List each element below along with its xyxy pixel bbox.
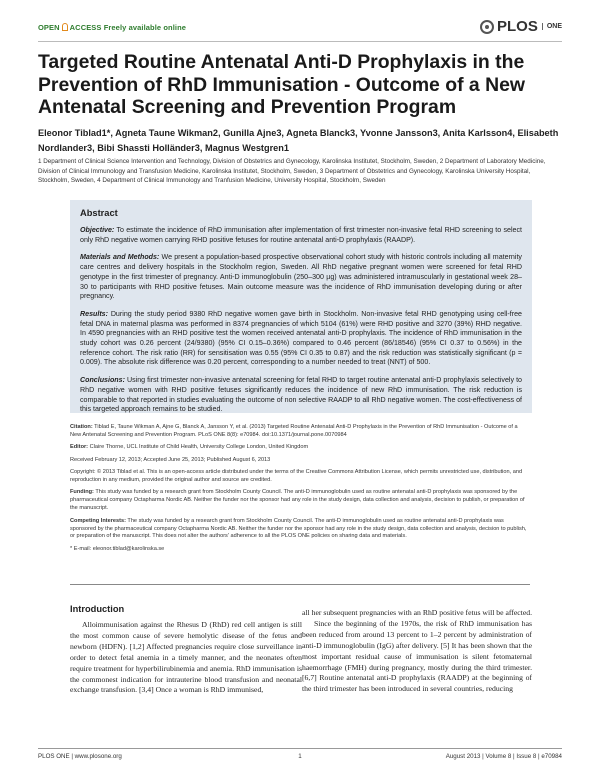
- plos-wordmark: PLOS: [496, 18, 538, 35]
- editor: Editor: Claire Thorne, UCL Institute of Child Health, University College London, United Kingdom: [70, 444, 309, 451]
- open-access-badge[interactable]: [38, 23, 186, 32]
- abstract-box: [70, 200, 532, 413]
- competing-interests: Competing Interests: The study was funded by a research grant from Stockholm County Council. The anti-D immunoglobulin used as routine antenatal anti-D prophylaxis was sponsored by the pharmaceutical company Octapharma Nordic AB. Neither the funder nor the sponsor had any role in the study design, data collection and analysis, decision to publish, or preparation of the manuscript. This does not alter the authors' adherence to all the PLOS ONE policies on sharing data and materials.: [70, 517, 527, 540]
- abstract-conclusions: Conclusions: Using first trimester non-invasive antenatal screening for fetal RHD to target routine antenatal anti-D prophylaxis selectively to RhD negative women with RHD positive fetuses significantly reduces the incidence of new RhD immunisation. The risk reduction is comparable to that reported in studies evaluating the outcome of non selective RAADP to all RhD negative women. The cost-effectiveness of this targeted approach remains to be studied.: [80, 376, 522, 414]
- footer-journal[interactable]: PLOS ONE | www.plosone.org: [38, 753, 122, 760]
- funding: Funding: This study was funded by a research grant from Stockholm County Council. The anti-D immunoglobulin used as routine antenatal anti-D prophylaxis was sponsored by the pharmaceutical company Octapharma Nordic AB. Neither the funder nor the sponsor had any role in the study design, data collection and analysis, decision to publish, or preparation of the manuscript.: [70, 489, 525, 512]
- intro-paragraph-3: Since the beginning of the 1970s, the risk of RhD immunisation has been reduced from around 13 percent to 1–2 percent by administration of anti-D immunoglobulin (IgG) after delivery. [5] It has been shown that the most important residual cause of immunisation is silent fetomaternal haemorrhage (FMH) during pregnancy, mostly during the third trimester. [6,7] Routine antenatal anti-D prophylaxis (RAADP) at the beginning of the third trimester has been introduced in several countries, reducing: [302, 618, 532, 694]
- open-label: OPEN: [38, 23, 60, 32]
- access-label: ACCESS: [69, 23, 102, 32]
- metadata-divider: [70, 584, 530, 585]
- author-list: Eleonor Tiblad1*, Agneta Taune Wikman2, Gunilla Ajne3, Agneta Blanck3, Yvonne Jansson3, Anita Karlsson4, Elisabeth Nordlander3, Bibi Shassti Holländer3, Magnus Westgren1: [38, 128, 559, 153]
- intro-paragraph-1: Alloimmunisation against the Rhesus D (RhD) red cell antigen is still the most common cause of severe hemolytic disease of the fetus and newborn (HDFN). [1,2] Affected pregnancies require close surveillance in order to detect fetal anemia in a timely manner, and the neonates often require treatment for hyperbilirubinemia and anemia. RhD immunisation is the commonest indication for intrauterine blood transfusion and neonatal exchange transfusion. [3,4] Once a woman is RhD immunised,: [70, 620, 302, 695]
- email[interactable]: * E-mail: eleonor.tiblad@karolinska.se: [70, 545, 165, 552]
- left-column: [70, 620, 302, 696]
- article-title: Targeted Routine Antenatal Anti-D Prophylaxis in the Prevention of RhD Immunisation - Outcome of a New Antenatal Screening and Prevention Program: [38, 51, 525, 118]
- affiliations: 1 Department of Clinical Science Intervention and Technology, Division of Obstetrics and Gynecology, Karolinska Institutet, Stockholm, Sweden, 2 Department of Laboratory Medicine, Division of Clinical Immunology and Transfusion Medicine, Karolinska Institutet, Stockholm, Sweden, 3 Department of Obstetrics and Gynecology, Karolinska University Hospital, Stockholm, Sweden, 4 Department of Clinical Immunology and Tranfusion Medicine, University Hospital, Stockholm, Sweden: [38, 158, 546, 185]
- dates: Received February 12, 2013; Accepted June 25, 2013; Published August 6, 2013: [70, 456, 271, 463]
- intro-paragraph-2: all her subsequent pregnancies with an RhD positive fetus will be affected.: [302, 608, 532, 617]
- citation: Citation: Tiblad E, Taune Wikman A, Ajne G, Blanck A, Jansson Y, et al. (2013) Targeted Routine Antenatal Anti-D Prophylaxis in the Prevention of RhD Immunisation - Outcome of a New Antenatal Screening and Prevention Program. PLoS ONE 8(8): e70984. doi:10.1371/journal.pone.0070984: [70, 424, 518, 438]
- abstract-results: Results: During the study period 9380 RhD negative women gave birth in Stockholm. Non-invasive fetal RHD genotyping using cell-free fetal DNA in maternal plasma was performed in 8374 pregnancies of which 5104 (61%) were RHD positive and 3270 (39%) RHD negative. In 4590 pregnancies with an RHD positive test the women received antenatal anti-D prophylaxis. The incidence of RhD immunisation in the study cohort was 0.26 percent (24/9380) (95% CI 0.15–0.36%) compared to 0.46 percent (86/18546) (95% CI 0.37 to 0.56%) in the reference cohort. The risk ratio (RR) for sensitisation was 0.55 (95% CI 0.35 to 0.87) and the risk reduction was statistically significant (p = 0.009). The absolute risk difference was 0.20 percent, corresponding to a number needed to treat (NNT) of 500.: [80, 309, 522, 367]
- abstract-methods: Materials and Methods: We present a population-based prospective observational cohort study with historic controls including all maternity care centres and delivery hospitals in the Stockholm region, Sweden. All RhD negative pregnant women were screened for fetal RHD genotype in the first trimester of pregnancy. Anti-D immunoglobulin (250–300 µg) was administered intramuscularly in gestational week 28–30 to participants with RHD positive fetuses. Main outcome measure was the incidence of RhD immunisation developing during or after pregnancy.: [80, 253, 522, 301]
- right-column: [302, 608, 532, 695]
- page-number: 1: [298, 753, 302, 760]
- footer-issue: August 2013 | Volume 8 | Issue 8 | e70984: [445, 753, 562, 760]
- freely-available-label: Freely available online: [103, 23, 187, 32]
- abstract-objective: Objective: To estimate the incidence of RhD immunisation after implementation of first trimester non-invasive fetal RHD screening to select only RhD negative women carrying RHD positive fetuses for routine antenatal anti-D prophylaxis (RAADP).: [80, 226, 523, 244]
- header-divider: [38, 41, 562, 42]
- plos-one-logo[interactable]: [480, 18, 562, 35]
- plos-logo-icon: [480, 20, 494, 34]
- one-wordmark: ONE: [542, 23, 562, 30]
- abstract-heading: Abstract: [80, 208, 118, 218]
- open-access-lock-icon: [62, 23, 68, 31]
- introduction-heading: Introduction: [70, 604, 125, 614]
- copyright: Copyright: © 2013 Tiblad et al. This is an open-access article distributed under the terms of the Creative Commons Attribution License, which permits unrestricted use, distribution, and reproduction in any medium, provided the original author and source are credited.: [70, 469, 523, 484]
- page-footer: [38, 748, 562, 760]
- article-metadata: [70, 424, 530, 558]
- page-header: [38, 18, 562, 40]
